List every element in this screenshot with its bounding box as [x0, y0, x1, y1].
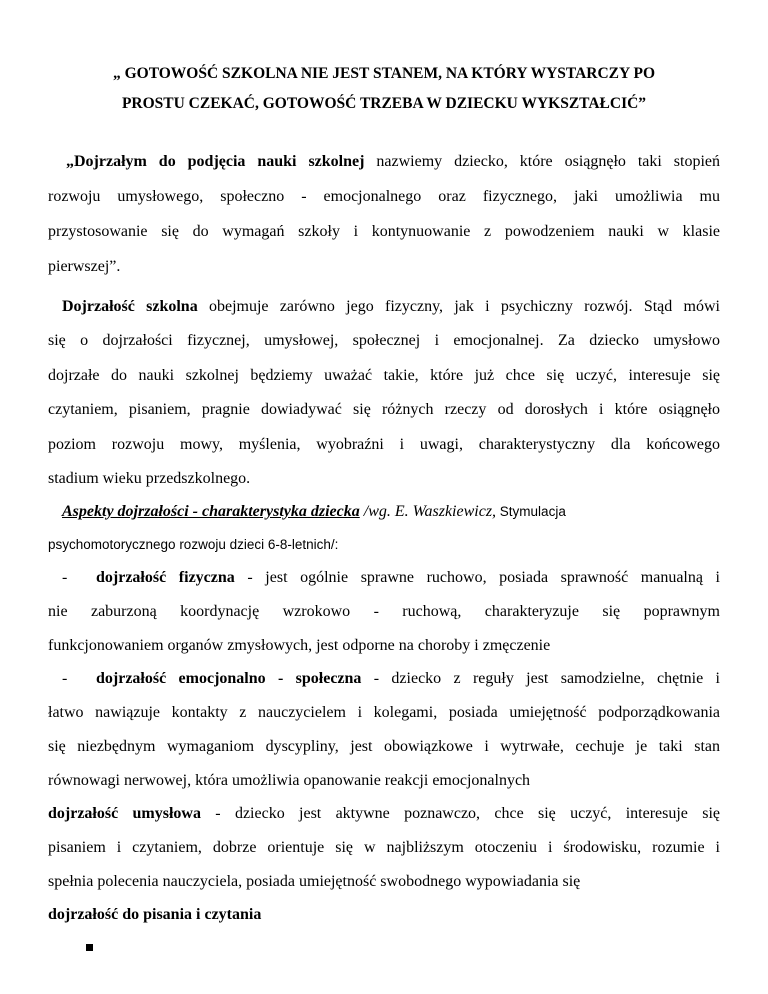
- emotional-line-1: dojrzałość emocjonalno - społeczna - dziecko z reguły jest samodzielne, chętnie i: [96, 670, 720, 687]
- physical-bold: dojrzałość fizyczna: [96, 569, 235, 586]
- emotional-bold: dojrzałość emocjonalno - społeczna: [96, 670, 362, 687]
- maturity-line-2: się o dojrzałości fizycznej, umysłowej, społecznej i emocjonalnej. Za dziecko umysłowo: [48, 332, 720, 349]
- maturity-line-4: czytaniem, pisaniem, pragnie dowiadywać się różnych rzeczy od dorosłych i które osiągnęło: [48, 401, 720, 418]
- maturity-line-3: dojrzałe do nauki szkolnej będziemy uważać takie, które już chce się uczyć, interesuje się: [48, 367, 720, 384]
- maturity-bold: Dojrzałość szkolna: [62, 298, 198, 315]
- physical-dash: -: [62, 569, 68, 586]
- title-line-1: „ GOTOWOŚĆ SZKOLNA NIE JEST STANEM, NA KTÓRY WYSTARCZY PO: [112, 65, 656, 82]
- definition-line-4: pierwszej”.: [48, 258, 121, 275]
- definition-line-3: przystosowanie się do wymagań szkoły i kontynuowanie z powodzeniem nauki w klasie: [48, 223, 720, 240]
- title-line-2: PROSTU CZEKAĆ, GOTOWOŚĆ TRZEBA W DZIECKU WYKSZTAŁCIĆ”: [121, 95, 647, 112]
- emotional-line-2: łatwo nawiązuje kontakty z nauczycielem i kolegami, posiada umiejętność podporządkowania: [48, 704, 720, 721]
- maturity-line-5: poziom rozwoju mowy, myślenia, wyobraźni i uwagi, charakterystyczny dla końcowego: [48, 436, 720, 453]
- emotional-line-3: się niezbędnym wymaganiom dyscypliny, jest obowiązkowe i wytrwałe, cechuje je taki stan: [48, 738, 720, 755]
- physical-line-1: dojrzałość fizyczna - jest ogólnie sprawne ruchowo, posiada sprawność manualną i: [96, 569, 721, 586]
- definition-line-2: rozwoju umysłowego, społeczno - emocjonalnego oraz fizycznego, jaki umożliwia mu: [48, 188, 720, 205]
- definition-bold: „Dojrzałym do podjęcia nauki szkolnej: [66, 153, 365, 170]
- emotional-line-4: równowagi nerwowej, która umożliwia opanowanie reakcji emocjonalnych: [48, 772, 531, 789]
- emotional-dash: -: [62, 670, 68, 687]
- maturity-line-1: Dojrzałość szkolna obejmuje zarówno jego fizyczny, jak i psychiczny rozwój. Stąd mówi: [62, 298, 721, 315]
- bullet-marker-1: [86, 944, 93, 951]
- reading-heading: dojrzałość do pisania i czytania: [48, 906, 262, 923]
- aspects-source-2: psychomotorycznego rozwoju dzieci 6-8-letnich/:: [48, 537, 339, 552]
- definition-line-1: „Dojrzałym do podjęcia nauki szkolnej nazwiemy dziecko, które osiągnęło taki stopień: [66, 153, 721, 170]
- mental-line-1: dojrzałość umysłowa - dziecko jest aktywne poznawczo, chce się uczyć, interesuje się: [48, 805, 721, 822]
- physical-line-2: nie zaburzoną koordynację wzrokowo - ruchową, charakteryzuje się poprawnym: [48, 603, 720, 620]
- aspects-heading: Aspekty dojrzałości - charakterystyka dziecka: [62, 503, 360, 520]
- maturity-line-6: stadium wieku przedszkolnego.: [48, 470, 251, 487]
- aspects-source-1: Stymulacja: [496, 504, 566, 519]
- mental-bold: dojrzałość umysłowa: [48, 805, 201, 822]
- physical-line-3: funkcjonowaniem organów zmysłowych, jest odporne na choroby i zmęczenie: [48, 637, 551, 654]
- mental-line-2: pisaniem i czytaniem, dobrze orientuje się w najbliższym otoczeniu i środowisku, rozumie i: [48, 839, 720, 856]
- mental-line-3: spełnia polecenia nauczyciela, posiada umiejętność swobodnego wypowiadania się: [48, 873, 581, 890]
- aspects-author: /wg. E. Waszkiewicz,: [359, 503, 497, 520]
